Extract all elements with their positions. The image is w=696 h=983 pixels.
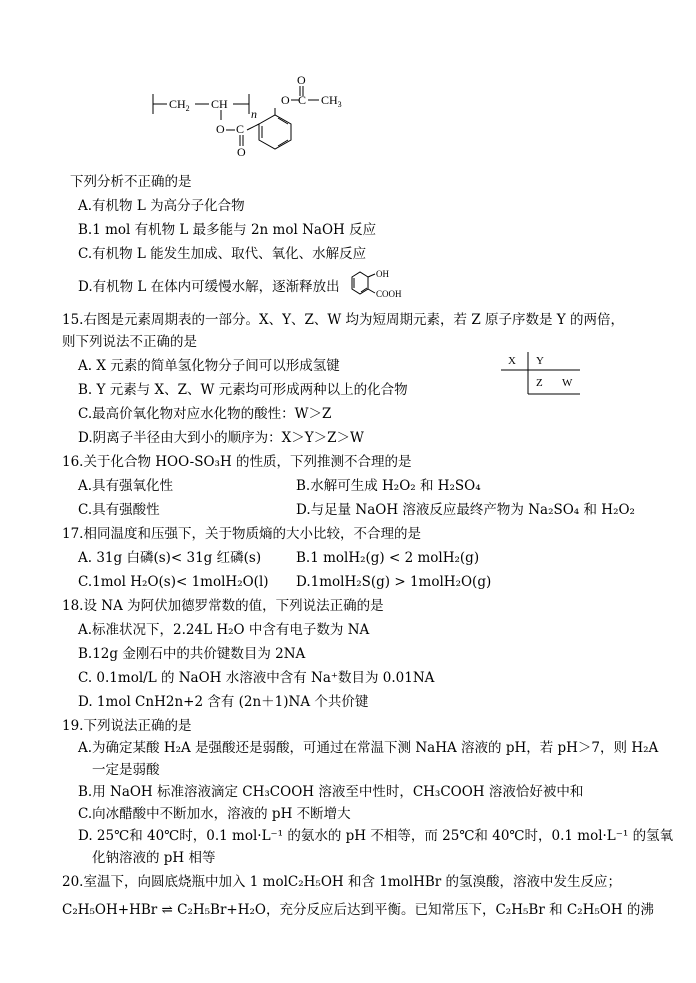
q16-option-d: D.与足量 NaOH 溶液反应最终产物为 Na₂SO₄ 和 H₂O₂ xyxy=(296,502,635,518)
polymer-structure xyxy=(145,72,365,162)
q14-option-b: B.1 mol 有机物 L 最多能与 2n mol NaOH 反应 xyxy=(78,222,377,238)
q15-option-d: D.阴离子半径由大到小的顺序为：X＞Y＞Z＞W xyxy=(78,430,364,446)
q17-option-b: B.1 molH₂(g) < 2 molH₂(g) xyxy=(296,550,480,566)
polymer-o2: O xyxy=(281,93,290,107)
q15-stem-line2: 则下列说法不正确的是 xyxy=(62,334,197,350)
polymer-o1: O xyxy=(216,122,225,136)
q19-option-d-line2: 化钠溶液的 pH 相等 xyxy=(92,850,216,866)
q19-option-d-line1: D. 25℃和 40℃时，0.1 mol·L⁻¹ 的氨水的 pH 不相等，而 25℃和 40℃时，0.1 mol·L⁻¹ 的氢氧 xyxy=(78,828,674,844)
salicylic-acid-structure xyxy=(344,264,414,304)
polymer-ch2: $CH_2$ xyxy=(169,97,190,113)
q14-option-d: D.有机物 L 在体内可缓慢水解，逐渐释放出 xyxy=(78,279,340,295)
q15-option-a: A. X 元素的简单氢化物分子间可以形成氢键 xyxy=(78,358,340,374)
q14-option-a: A.有机物 L 为高分子化合物 xyxy=(78,198,245,214)
q16-option-a: A.具有强氧化性 xyxy=(78,478,174,494)
q15-stem-line1: 15.右图是元素周期表的一部分。X、Y、Z、W 均为短周期元素，若 Z 原子序数是 Y 的两倍， xyxy=(62,312,624,328)
q20-stem-line2: C₂H₅OH+HBr ⇌ C₂H₅Br+H₂O，充分反应后达到平衡。已知常压下，C₂H₅Br 和 C₂H₅OH 的沸 xyxy=(62,902,654,918)
q17-option-a: A. 31g 白磷(s)< 31g 红磷(s) xyxy=(78,550,262,566)
q14-option-c: C.有机物 L 能发生加成、取代、氧化、水解反应 xyxy=(78,246,367,262)
q19-option-c: C.向冰醋酸中不断加水，溶液的 pH 不断增大 xyxy=(78,806,351,822)
q20-stem-line1: 20.室温下，向圆底烧瓶中加入 1 molC₂H₅OH 和含 1molHBr 的氢溴酸，溶液中发生反应； xyxy=(62,874,622,890)
q19-option-b: B.用 NaOH 标准溶液滴定 CH₃COOH 溶液至中性时，CH₃COOH 溶液恰好被中和 xyxy=(78,784,584,800)
q17-stem: 17.相同温度和压强下，关于物质熵的大小比较，不合理的是 xyxy=(62,526,421,542)
q18-stem: 18.设 NA 为阿伏加德罗常数的值，下列说法正确的是 xyxy=(62,598,384,614)
q19-stem: 19.下列说法正确的是 xyxy=(62,718,192,734)
polymer-c2: C xyxy=(298,93,307,107)
cell-w: W xyxy=(562,377,573,389)
q18-option-c: C. 0.1mol/L 的 NaOH 水溶液中含有 Na⁺数目为 0.01NA xyxy=(78,670,435,686)
q16-option-b: B.水解可生成 H₂O₂ 和 H₂SO₄ xyxy=(296,478,481,494)
q18-option-b: B.12g 金刚石中的共价键数目为 2NA xyxy=(78,646,306,662)
salicylic-cooh: COOH xyxy=(376,289,402,299)
q15-option-b: B. Y 元素与 X、Z、W 元素均可形成两种以上的化合物 xyxy=(78,382,408,398)
q16-stem: 16.关于化合物 HOO-SO₃H 的性质，下列推测不合理的是 xyxy=(62,454,412,470)
polymer-ch: CH xyxy=(211,97,228,111)
polymer-o-dbl1: O xyxy=(237,145,246,159)
polymer-n: n xyxy=(251,107,257,121)
q19-option-a-line2: 一定是弱酸 xyxy=(92,762,160,778)
cell-y: Y xyxy=(536,355,544,367)
polymer-ch3: $CH_3$ xyxy=(321,93,342,109)
q16-option-c: C.具有强酸性 xyxy=(78,502,160,518)
periodic-table-fragment xyxy=(500,348,582,396)
salicylic-oh: OH xyxy=(376,269,389,279)
cell-x: X xyxy=(508,355,516,367)
q15-option-c: C.最高价氧化物对应水化物的酸性：W＞Z xyxy=(78,406,332,422)
q17-option-d: D.1molH₂S(g) > 1molH₂O(g) xyxy=(296,574,492,590)
q19-option-a-line1: A.为确定某酸 H₂A 是强酸还是弱酸，可通过在常温下测 NaHA 溶液的 pH，若 pH＞7，则 H₂A xyxy=(78,740,659,756)
polymer-o-dbl2: O xyxy=(297,73,306,87)
q18-option-a: A.标准状况下，2.24L H₂O 中含有电子数为 NA xyxy=(78,622,370,638)
q17-option-c: C.1mol H₂O(s)< 1molH₂O(l) xyxy=(78,574,269,590)
q18-option-d: D. 1mol CnH2n+2 含有 (2n＋1)NA 个共价键 xyxy=(78,694,369,710)
cell-z: Z xyxy=(536,377,543,389)
polymer-c1: C xyxy=(236,122,245,136)
q14-prompt: 下列分析不正确的是 xyxy=(70,174,192,190)
